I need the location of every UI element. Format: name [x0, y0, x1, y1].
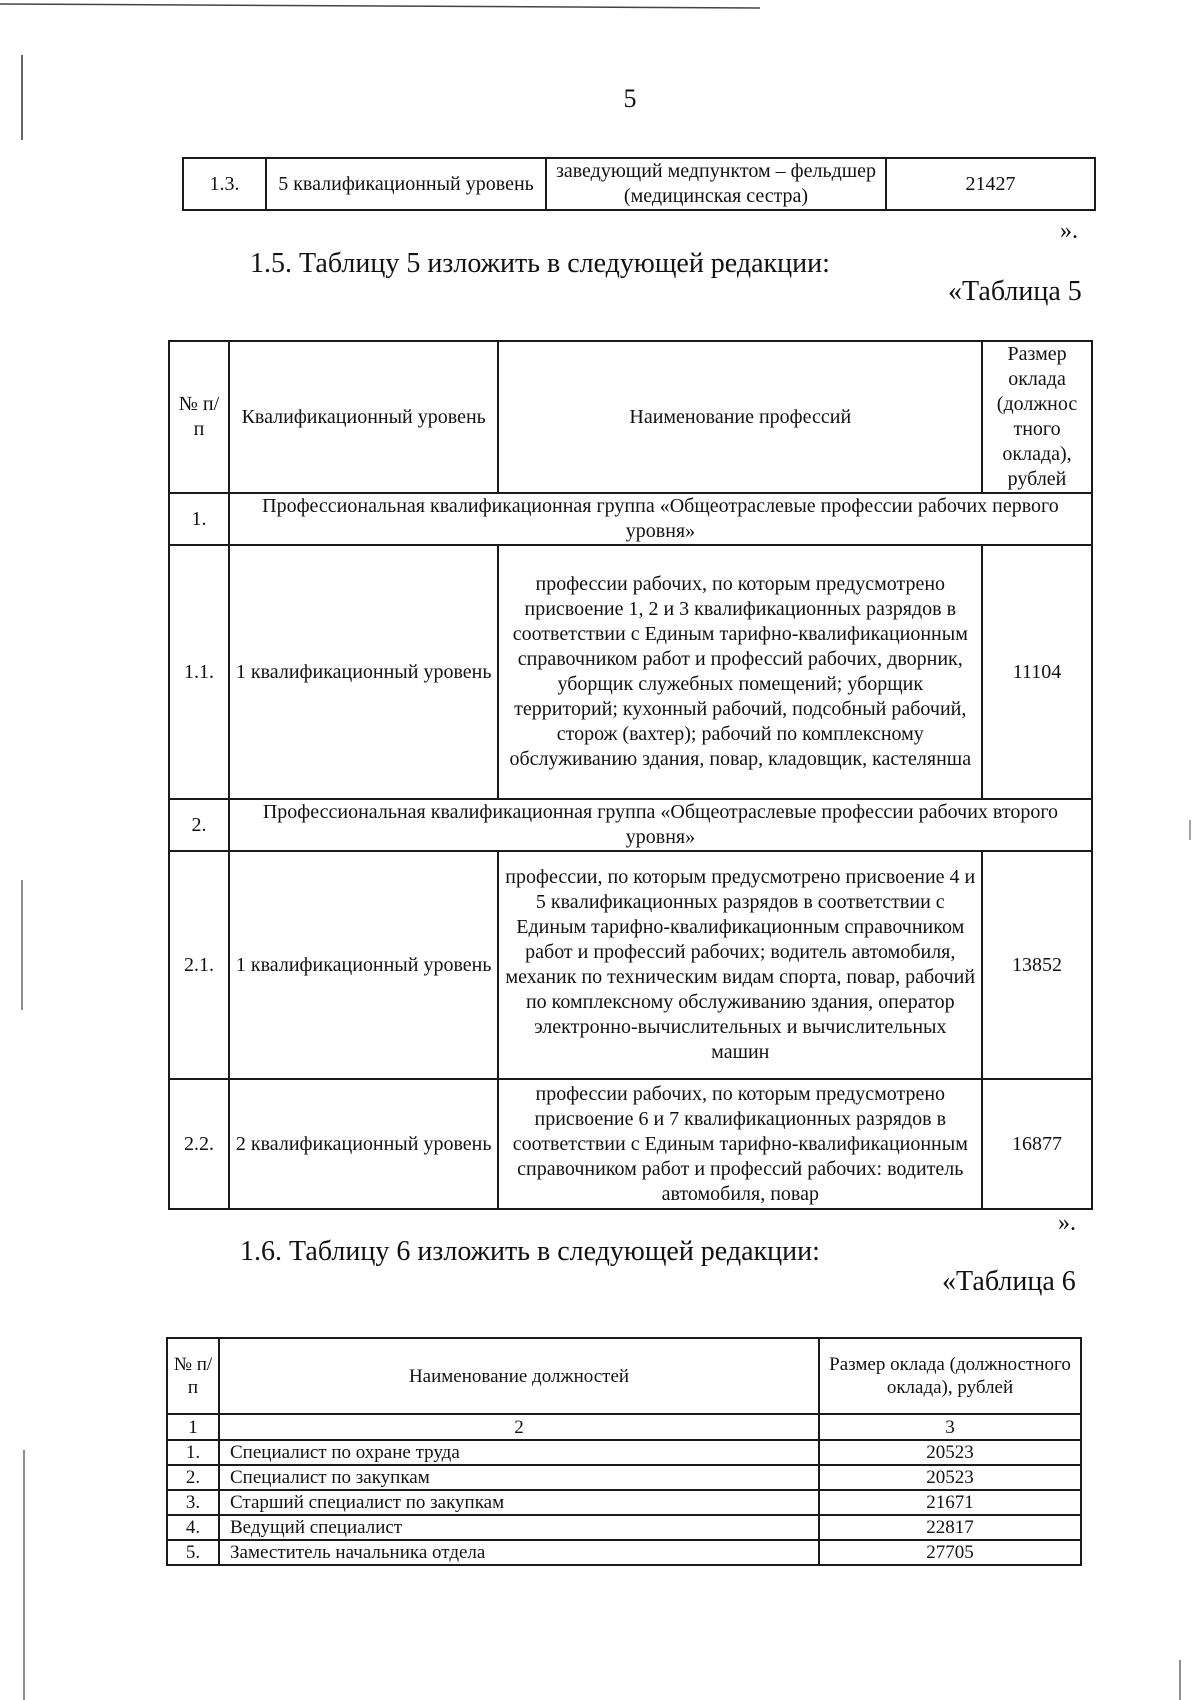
table-row	[169, 1079, 1092, 1209]
section-heading-1-5: 1.5. Таблицу 5 изложить в следующей редакции:	[250, 248, 830, 279]
header-salary: Размер оклада (должностного оклада), рублей	[819, 1338, 1081, 1414]
cell-name: Ведущий специалист	[219, 1515, 819, 1540]
header-level: Квалификационный уровень	[229, 341, 499, 493]
cell-salary: 13852	[982, 851, 1092, 1079]
cell-salary: 20523	[819, 1440, 1081, 1465]
closing-quote: ».	[1060, 218, 1078, 244]
table-row	[167, 1465, 1081, 1490]
cell-salary: 20523	[819, 1465, 1081, 1490]
scan-edge-line	[0, 4, 760, 8]
table-5	[168, 340, 1093, 1210]
cell-num: 1.	[167, 1440, 219, 1465]
group-title: Профессиональная квалификационная группа «Общеотраслевые профессии рабочих первого уровня»	[229, 493, 1092, 545]
table-row	[167, 1490, 1081, 1515]
col-number-3: 3	[819, 1414, 1081, 1440]
cell-salary: 16877	[982, 1079, 1092, 1209]
column-number-row	[167, 1414, 1081, 1440]
section-heading-1-6: 1.6. Таблицу 6 изложить в следующей редакции:	[240, 1236, 820, 1267]
header-salary: Размер оклада (должнос тного оклада), рублей	[982, 341, 1092, 493]
cell-level: 1 квалификационный уровень	[229, 851, 499, 1079]
col-number-1: 1	[167, 1414, 219, 1440]
header-num: № п/п	[169, 341, 229, 493]
cell-salary: 21427	[886, 158, 1095, 210]
cell-num: 2.2.	[169, 1079, 229, 1209]
header-name: Наименование должностей	[219, 1338, 819, 1414]
cell-position: заведующий медпунктом – фельдшер (медицинская сестра)	[546, 158, 886, 210]
cell-num: 1.1.	[169, 545, 229, 799]
cell-num: 5.	[167, 1540, 219, 1565]
closing-quote: ».	[1058, 1210, 1076, 1236]
cell-num: 2.	[167, 1465, 219, 1490]
header-num: № п/п	[167, 1338, 219, 1414]
cell-num: 1.	[169, 493, 229, 545]
cell-salary: 11104	[982, 545, 1092, 799]
group-title: Профессиональная квалификационная группа «Общеотраслевые профессии рабочих второго уровня»	[229, 799, 1092, 851]
table-row	[167, 1515, 1081, 1540]
page-number: 5	[623, 84, 637, 113]
cell-num: 2.1.	[169, 851, 229, 1079]
col-number-2: 2	[219, 1414, 819, 1440]
cell-num: 2.	[169, 799, 229, 851]
table-caption-5: «Таблица 5	[948, 276, 1082, 307]
cell-name: Заместитель начальника отдела	[219, 1540, 819, 1565]
cell-name: Старший специалист по закупкам	[219, 1490, 819, 1515]
group-row	[169, 799, 1092, 851]
cell-name: профессии рабочих, по которым предусмотрено присвоение 6 и 7 квалификационных разрядов в соответствии с Единым тарифно-квалификационным справочником работ и профессий рабочих: водитель автомобиля, повар	[498, 1079, 982, 1209]
cell-level: 5 квалификационный уровень	[266, 158, 546, 210]
cell-salary: 21671	[819, 1490, 1081, 1515]
table-header-row	[169, 341, 1092, 493]
table-header-row	[167, 1338, 1081, 1414]
header-name: Наименование профессий	[498, 341, 982, 493]
cell-num: 4.	[167, 1515, 219, 1540]
cell-num: 1.3.	[183, 158, 266, 210]
cell-name: Специалист по закупкам	[219, 1465, 819, 1490]
table-row	[169, 851, 1092, 1079]
cell-name: профессии рабочих, по которым предусмотрено присвоение 1, 2 и 3 квалификационных разрядов в соответствии с Единым тарифно-квалификационным справочником работ и профессий рабочих, дворник, уборщик служебных помещений; уборщик территорий; кухонный рабочий, подсобный рабочий, сторож (вахтер); рабочий по комплексному обслуживанию здания, повар, кладовщик, кастелянша	[498, 545, 982, 799]
group-row	[169, 493, 1092, 545]
cell-name: Специалист по охране труда	[219, 1440, 819, 1465]
cell-num: 3.	[167, 1490, 219, 1515]
continued-table	[182, 157, 1096, 211]
table-6	[166, 1337, 1082, 1566]
cell-salary: 27705	[819, 1540, 1081, 1565]
table-row	[167, 1440, 1081, 1465]
cell-salary: 22817	[819, 1515, 1081, 1540]
cell-level: 2 квалификационный уровень	[229, 1079, 499, 1209]
table-row	[183, 158, 1095, 210]
cell-level: 1 квалификационный уровень	[229, 545, 499, 799]
table-row	[169, 545, 1092, 799]
cell-name: профессии, по которым предусмотрено присвоение 4 и 5 квалификационных разрядов в соответствии с Единым тарифно-квалификационным справочником работ и профессий рабочих; водитель автомобиля, механик по техническим видам спорта, повар, рабочий по комплексному обслуживанию здания, оператор электронно-вычислительных и вычислительных машин	[498, 851, 982, 1079]
table-row	[167, 1540, 1081, 1565]
table-caption-6: «Таблица 6	[942, 1266, 1076, 1297]
